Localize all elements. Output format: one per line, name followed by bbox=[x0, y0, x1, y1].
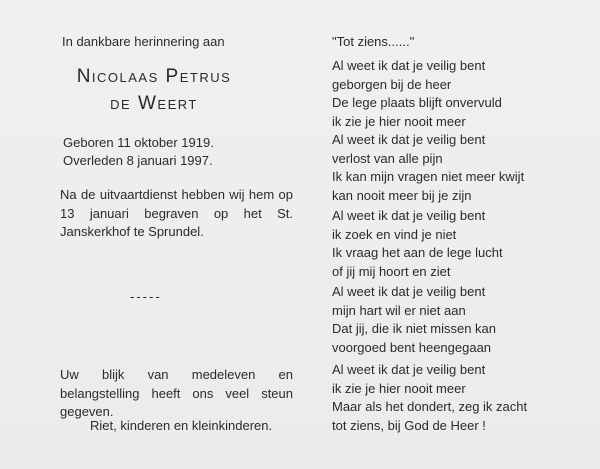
poem-line: mijn hart wil er niet aan bbox=[332, 302, 466, 318]
poem-line: voorgoed bent heengegaan bbox=[332, 339, 492, 355]
poem-stanza-1 bbox=[332, 57, 502, 131]
deceased-name-line1: Nicolaas Petrus bbox=[76, 66, 232, 87]
dates-block bbox=[63, 134, 214, 170]
poem-line: Al weet ik dat je veilig bent bbox=[332, 58, 486, 73]
poem-line: Al weet ik dat je veilig bent bbox=[332, 284, 486, 299]
poem-line: Al weet ik dat je veilig bent bbox=[332, 362, 486, 377]
separator: ----- bbox=[130, 289, 162, 304]
poem-stanza-4 bbox=[332, 283, 496, 357]
poem-line: verlost van alle pijn bbox=[332, 150, 443, 166]
poem-line: De lege plaats blijft onvervuld bbox=[332, 95, 502, 111]
deceased-name-line2: de Weert bbox=[110, 93, 198, 114]
poem-stanza-3 bbox=[332, 207, 503, 281]
right-page bbox=[300, 0, 600, 469]
signature: Riet, kinderen en kleinkinderen. bbox=[90, 418, 273, 433]
poem-line: ik zie je hier nooit meer bbox=[332, 380, 466, 396]
poem-line: kan nooit meer bij je zijn bbox=[332, 187, 472, 203]
burial-paragraph: Na de uitvaartdienst hebben wij hem op 13 januari begraven op het St. Janskerkhof te Sprundel. bbox=[60, 187, 293, 239]
death-date: Overleden 8 januari 1997. bbox=[63, 153, 213, 168]
poem-stanza-2 bbox=[332, 131, 524, 205]
poem-line: of jij mij hoort en ziet bbox=[332, 263, 451, 279]
poem-line: ik zie je hier nooit meer bbox=[332, 113, 466, 129]
poem-line: Ik kan mijn vragen niet meer kwijt bbox=[332, 169, 525, 185]
thanks-paragraph: Uw blijk van medeleven en belangstelling heeft ons veel steun gegeven. bbox=[60, 367, 293, 419]
birth-date: Geboren 11 oktober 1919. bbox=[63, 135, 214, 150]
poem-title: "Tot ziens......" bbox=[332, 34, 415, 49]
poem-line: Dat jij, die ik niet missen kan bbox=[332, 321, 497, 337]
poem-line: Maar als het dondert, zeg ik zacht bbox=[332, 399, 528, 415]
poem-line: geborgen bij de heer bbox=[332, 76, 452, 92]
poem-line: Al weet ik dat je veilig bent bbox=[332, 132, 486, 147]
poem-stanza-5 bbox=[332, 361, 527, 435]
poem-line: Al weet ik dat je veilig bent bbox=[332, 208, 486, 223]
poem-line: tot ziens, bij God de Heer ! bbox=[332, 417, 486, 433]
intro-text: In dankbare herinnering aan bbox=[62, 34, 225, 49]
poem-line: ik zoek en vind je niet bbox=[332, 226, 457, 242]
poem-line: Ik vraag het aan de lege lucht bbox=[332, 245, 503, 261]
